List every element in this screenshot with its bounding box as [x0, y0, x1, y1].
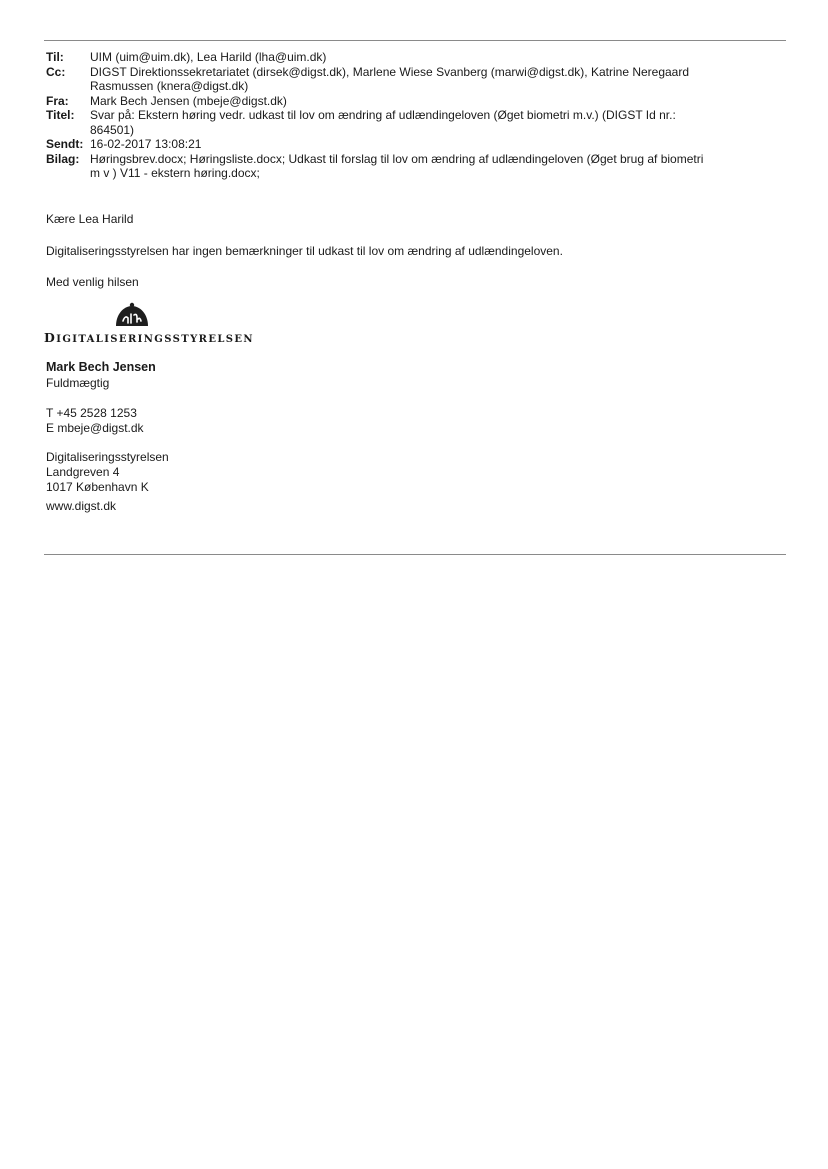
- from-row: [46, 94, 776, 109]
- from-label: Fra:: [46, 93, 69, 108]
- email-header: [46, 50, 776, 181]
- logo-rest: IGITALISERINGSSTYRELSEN: [56, 334, 254, 345]
- sent-value: 16-02-2017 13:08:21: [90, 137, 202, 151]
- top-divider: [44, 40, 786, 41]
- digst-logo: [44, 302, 254, 345]
- signature-phone: T +45 2528 1253: [46, 406, 137, 420]
- to-label: Til:: [46, 50, 64, 64]
- bottom-divider: [44, 554, 786, 555]
- signature-website: www.digst.dk: [46, 499, 117, 513]
- to-row: [46, 50, 776, 65]
- crown-emblem-icon: [112, 302, 152, 328]
- subject-value-line2: 864501): [90, 122, 135, 137]
- cc-value-line2: Rasmussen (knera@digst.dk): [90, 79, 249, 93]
- subject-row: [46, 108, 776, 137]
- attachments-value-line2: m v ) V11 - ekstern høring.docx;: [90, 166, 260, 180]
- cc-row: [46, 65, 776, 94]
- signature-city: 1017 København K: [46, 480, 149, 494]
- signature-organization: Digitaliseringsstyrelsen: [46, 450, 169, 464]
- greeting: Kære Lea Harild: [46, 212, 134, 226]
- subject-value: [90, 108, 776, 137]
- signature-name: Mark Bech Jensen: [46, 360, 156, 374]
- sent-label: Sendt:: [46, 137, 84, 151]
- from-value: Mark Bech Jensen (mbeje@digst.dk): [90, 93, 287, 108]
- logo-wordmark: [44, 330, 254, 345]
- cc-value: [90, 65, 776, 94]
- subject-value-line1: Svar på: Ekstern høring vedr. udkast til lov om ændring af udlændingeloven (Øget biometri m.v.) (DIGST Id nr.:: [90, 108, 676, 122]
- logo-initial: D: [44, 330, 57, 345]
- signature-title: Fuldmægtig: [46, 376, 110, 390]
- attachments-value-line1: Høringsbrev.docx; Høringsliste.docx; Udkast til forslag til lov om ændring af udlændingeloven (Øget brug af biometri: [90, 151, 704, 166]
- closing: Med venlig hilsen: [46, 275, 139, 289]
- sent-row: [46, 137, 776, 152]
- attachments-value: [90, 152, 776, 181]
- message-body: Digitaliseringsstyrelsen har ingen bemærkninger til udkast til lov om ændring af udlændingeloven.: [46, 244, 563, 258]
- attachments-label: Bilag:: [46, 151, 80, 166]
- cc-label: Cc:: [46, 64, 66, 79]
- attachments-row: [46, 152, 776, 181]
- subject-label: Titel:: [46, 108, 75, 122]
- to-value: UIM (uim@uim.dk), Lea Harild (lha@uim.dk): [90, 50, 327, 64]
- signature-street: Landgreven 4: [46, 465, 120, 479]
- cc-value-line1: DIGST Direktionssekretariatet (dirsek@digst.dk), Marlene Wiese Svanberg (marwi@digst.dk), Katrine Neregaard: [90, 64, 690, 79]
- signature-email: E mbeje@digst.dk: [46, 421, 144, 435]
